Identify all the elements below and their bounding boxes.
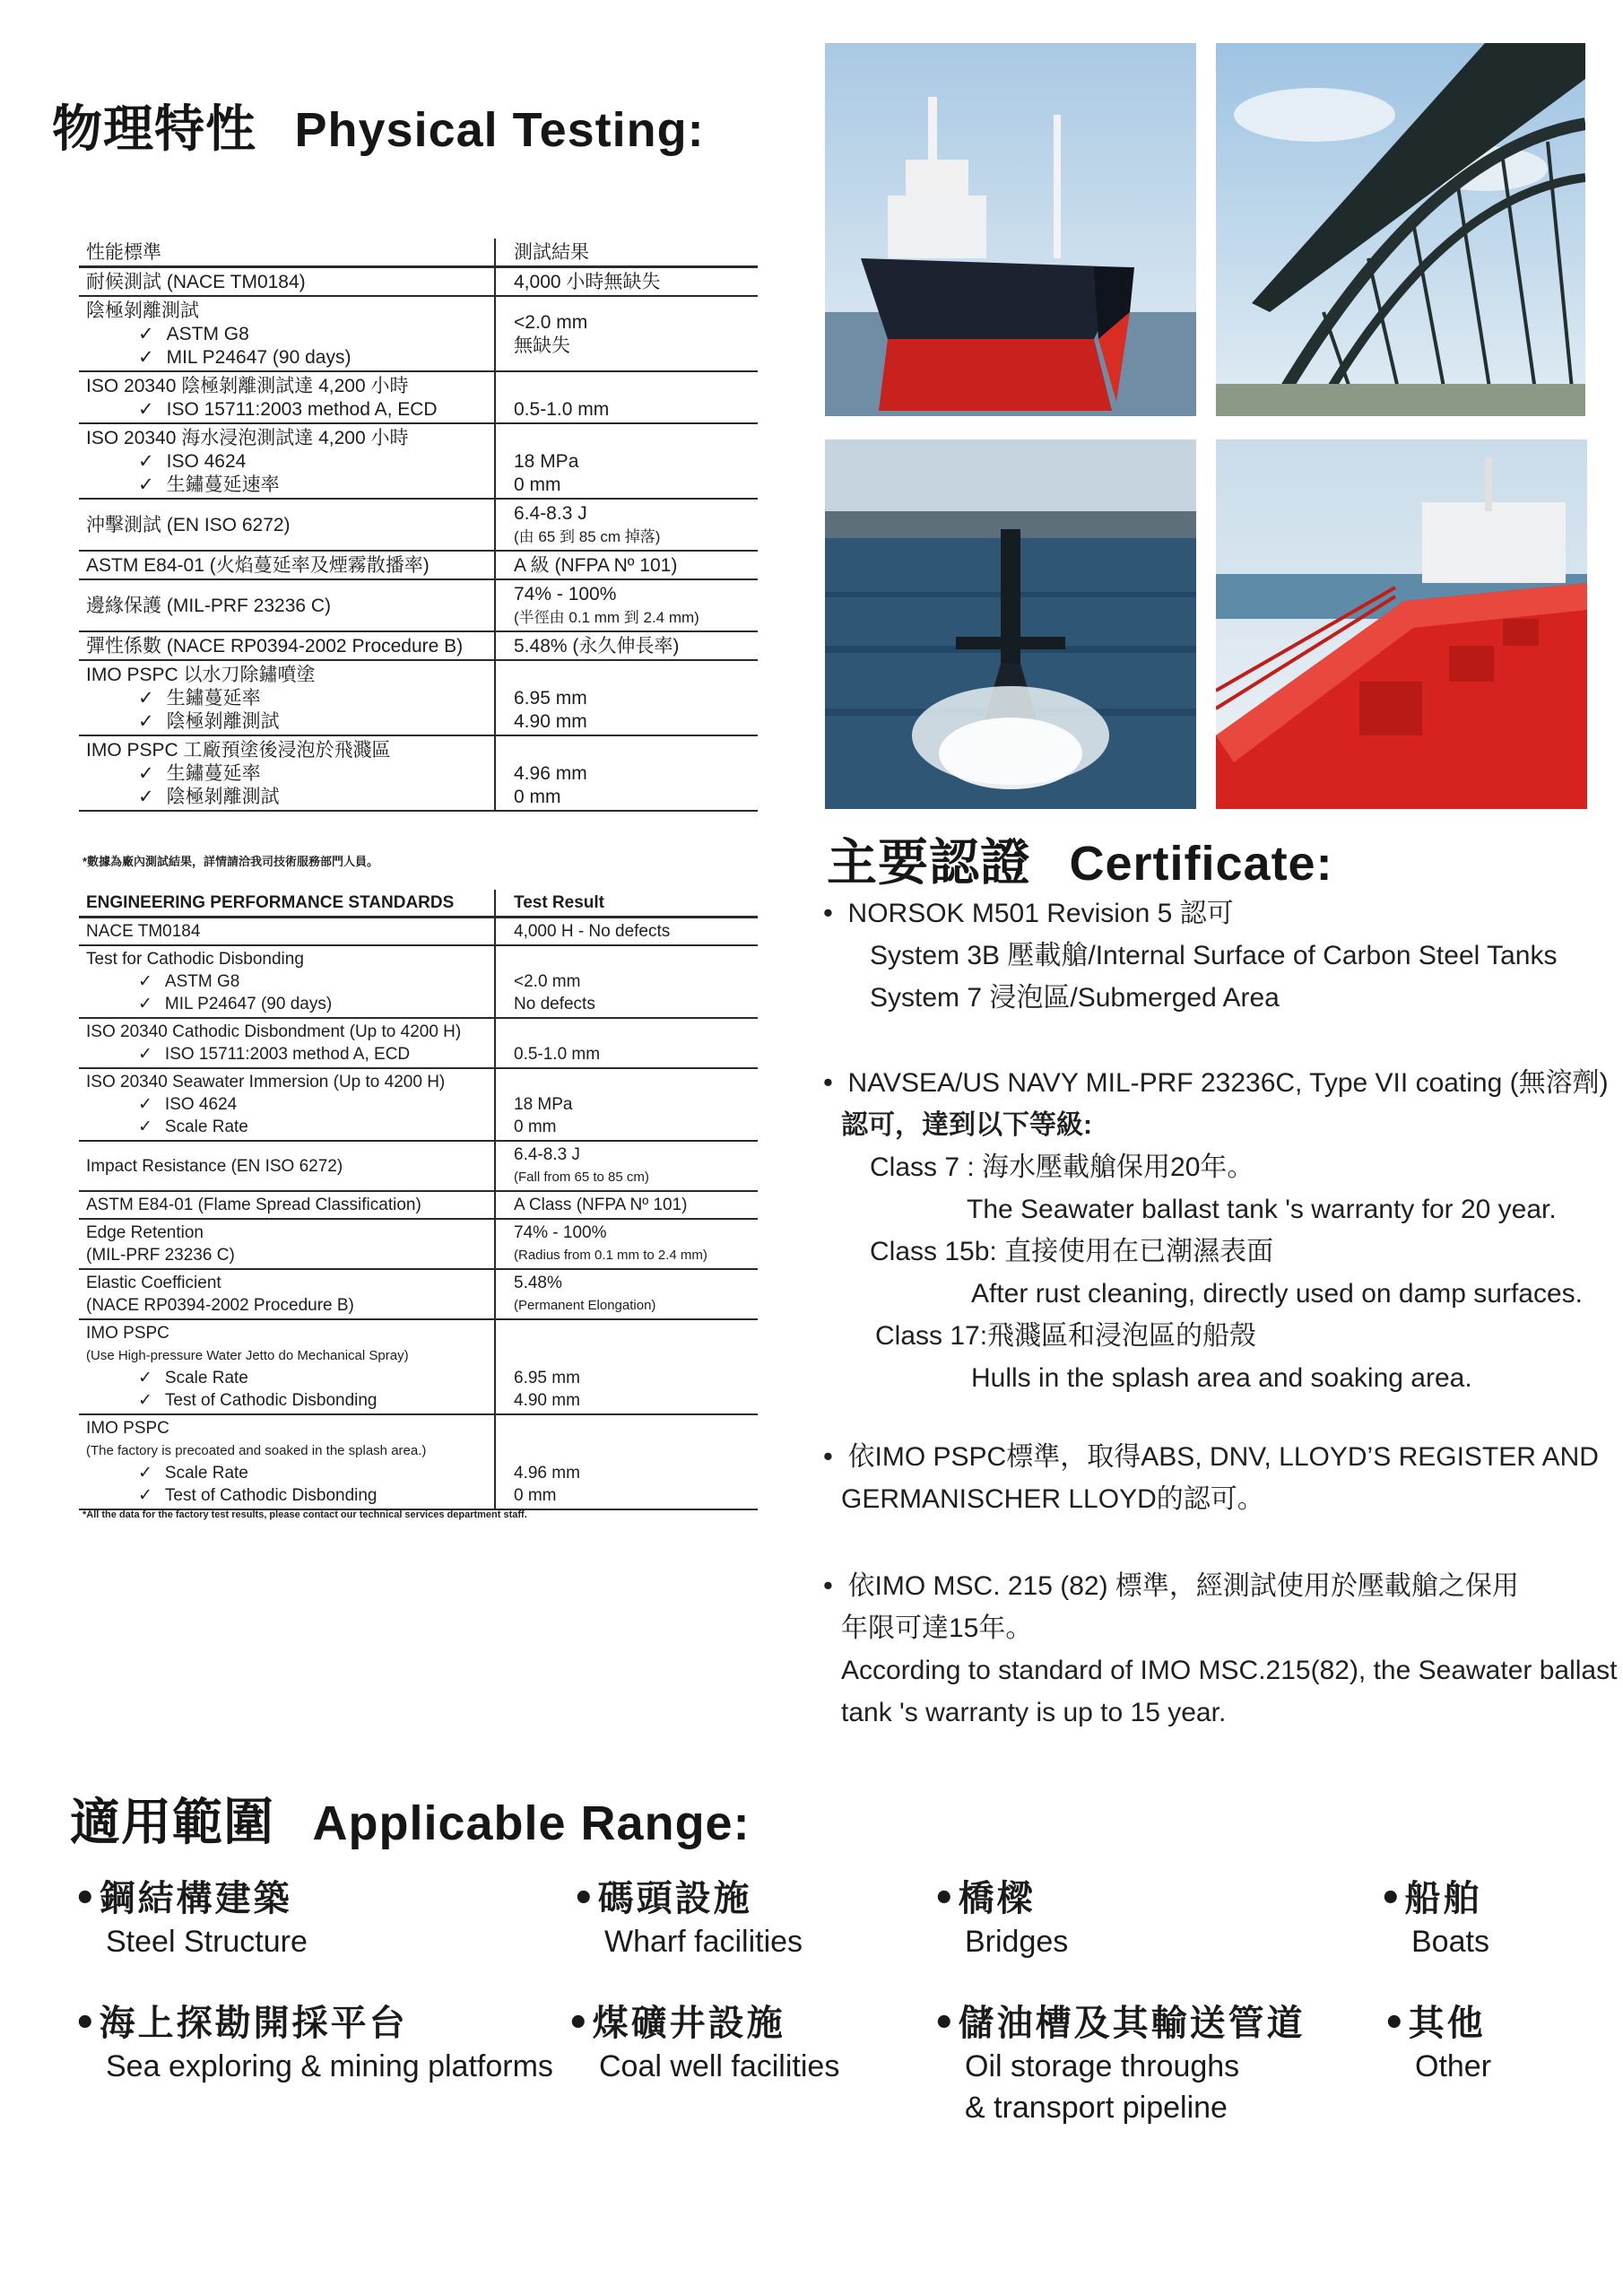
table-head bbox=[79, 890, 758, 918]
item-en: Other bbox=[1415, 2049, 1492, 2083]
row-value: 0.5-1.0 mm bbox=[514, 398, 610, 420]
applicable-item bbox=[1379, 1870, 1489, 1962]
table-row bbox=[79, 1069, 758, 1142]
row-value: No defects bbox=[514, 995, 595, 1013]
title-colon: : bbox=[1315, 837, 1333, 891]
row-value: 4.90 mm bbox=[514, 1391, 580, 1410]
row-value: 6.95 mm bbox=[514, 687, 587, 709]
row-sub-label: ✓ ASTM G8 bbox=[86, 970, 490, 993]
item-en: Sea exploring & mining platforms bbox=[106, 2049, 553, 2083]
row-sub-label: ✓ 生鏽蔓延率 bbox=[86, 761, 490, 785]
cert-line: After rust cleaning, directly used on damp surfaces. bbox=[971, 1279, 1584, 1309]
row-label: (MIL-PRF 23236 C) bbox=[86, 1246, 235, 1265]
table-zh-footnote: *數據為廠內測試結果，詳情請洽我司技術服務部門人員。 bbox=[82, 855, 379, 868]
row-label: ISO 20340 Cathodic Disbondment (Up to 4200 H) bbox=[86, 1022, 462, 1041]
row-value: 4.96 mm bbox=[514, 762, 587, 784]
row-label: ISO 20340 Seawater Immersion (Up to 4200 H) bbox=[86, 1073, 446, 1091]
bullet: • bbox=[933, 1878, 959, 1919]
row-value: 5.48% (永久伸長率) bbox=[514, 635, 680, 657]
cert-line: tank 's warranty is up to 15 year. bbox=[841, 1698, 1227, 1727]
applicable-item bbox=[1383, 1995, 1491, 2087]
row-value-note: (由 65 到 85 cm 掉落) bbox=[514, 527, 661, 545]
bullet: • bbox=[823, 1570, 833, 1601]
row-sub-label: ✓ ASTM G8 bbox=[86, 322, 490, 345]
cert-line: GERMANISCHER LLOYD的認可。 bbox=[841, 1484, 1264, 1514]
item-en: Coal well facilities bbox=[599, 2049, 840, 2083]
cert-line: Class 7 : 海水壓載艙保用20年。 bbox=[870, 1152, 1254, 1182]
table-row bbox=[79, 552, 758, 580]
row-label: IMO PSPC 工廠預塗後浸泡於飛濺區 bbox=[86, 739, 391, 761]
applicable-item bbox=[572, 1870, 803, 1962]
table-row bbox=[79, 661, 758, 736]
cert-navsea bbox=[823, 1061, 1609, 1399]
table-row bbox=[79, 1142, 758, 1192]
row-value: 0 mm bbox=[514, 1486, 557, 1505]
cert-imo-pspc bbox=[823, 1435, 1599, 1520]
item-en: Boats bbox=[1411, 1925, 1489, 1959]
title-en: Certificate bbox=[1069, 837, 1316, 891]
title-zh: 物理特性 bbox=[52, 100, 256, 159]
title-colon: : bbox=[687, 103, 705, 157]
bullet: • bbox=[823, 1440, 833, 1472]
table-row bbox=[79, 580, 758, 632]
cert-line: NORSOK M501 Revision 5 認可 bbox=[847, 899, 1234, 928]
row-label-note: (Use High-pressure Water Jetto do Mechanical Spray) bbox=[86, 1348, 409, 1363]
cert-line: Class 15b: 直接使用在已潮濕表面 bbox=[870, 1237, 1274, 1266]
cert-line: System 3B 壓載艙/Internal Surface of Carbon Steel Tanks bbox=[870, 941, 1558, 970]
bullet: • bbox=[74, 1878, 100, 1919]
row-sub-label: ✓ 陰極剝離測試 bbox=[86, 709, 490, 733]
head-standard: 性能標準 bbox=[86, 241, 161, 263]
row-value: 6.95 mm bbox=[514, 1369, 580, 1387]
bullet: • bbox=[1379, 1878, 1405, 1919]
row-value: <2.0 mm bbox=[514, 311, 588, 333]
row-label: NACE TM0184 bbox=[86, 922, 201, 941]
row-label: 邊緣保護 (MIL-PRF 23236 C) bbox=[86, 595, 332, 616]
item-zh: 鋼結構建築 bbox=[99, 1878, 292, 1919]
row-value: A Class (NFPA Nº 101) bbox=[514, 1196, 688, 1214]
table-row bbox=[79, 1019, 758, 1069]
item-zh: 煤礦井設施 bbox=[592, 2003, 785, 2044]
applicable-item bbox=[74, 1995, 553, 2087]
item-zh: 碼頭設施 bbox=[597, 1878, 752, 1919]
physical-table-en bbox=[79, 890, 758, 1510]
row-value: 0 mm bbox=[514, 786, 561, 807]
row-value: 4,000 小時無缺失 bbox=[514, 271, 661, 292]
row-label: IMO PSPC bbox=[86, 1419, 169, 1438]
row-value: 5.48% bbox=[514, 1274, 562, 1292]
row-label: Edge Retention bbox=[86, 1223, 204, 1242]
bullet: • bbox=[823, 897, 833, 928]
item-en: Wharf facilities bbox=[604, 1925, 803, 1959]
row-value: 74% - 100% bbox=[514, 1223, 607, 1242]
bullet: • bbox=[567, 2003, 593, 2044]
row-sub-label: ✓ 生鏽蔓延率 bbox=[86, 686, 490, 709]
title-zh: 主要認證 bbox=[827, 834, 1031, 892]
row-value: 6.4-8.3 J bbox=[514, 502, 587, 524]
row-label: ASTM E84-01 (Flame Spread Classification) bbox=[86, 1196, 421, 1214]
physical-table-zh bbox=[79, 239, 758, 812]
item-zh: 儲油槽及其輸送管道 bbox=[958, 2003, 1306, 2044]
row-value: 0.5-1.0 mm bbox=[514, 1045, 601, 1064]
row-value: 6.4-8.3 J bbox=[514, 1145, 580, 1164]
bullet: • bbox=[823, 1066, 833, 1098]
title-zh: 適用範圍 bbox=[70, 1794, 274, 1852]
item-en: Oil storage throughs bbox=[965, 2049, 1240, 2083]
row-label: ISO 20340 陰極剝離測試達 4,200 小時 bbox=[86, 375, 409, 396]
table-row bbox=[79, 424, 758, 500]
row-sub-label: ✓ Scale Rate bbox=[86, 1462, 490, 1484]
table-row bbox=[79, 918, 758, 946]
cert-line: 依IMO MSC. 215 (82) 標準，經測試使用於壓載艙之保用 bbox=[847, 1571, 1519, 1601]
submarine-photo bbox=[825, 439, 1196, 809]
table-row bbox=[79, 1415, 758, 1510]
row-sub-label: ✓ Test of Cathodic Disbonding bbox=[86, 1484, 490, 1507]
table-row bbox=[79, 297, 758, 372]
row-label: IMO PSPC 以水刀除鏽噴塗 bbox=[86, 664, 316, 685]
row-value: 4.90 mm bbox=[514, 710, 587, 732]
bullet: • bbox=[572, 1878, 598, 1919]
row-value: 4.96 mm bbox=[514, 1464, 580, 1483]
row-value: 無缺失 bbox=[514, 335, 570, 356]
item-en: Bridges bbox=[965, 1925, 1069, 1959]
cert-line: NAVSEA/US NAVY MIL-PRF 23236C, Type VII coating (無溶劑) bbox=[847, 1068, 1609, 1098]
table-row bbox=[79, 632, 758, 661]
cert-line: Class 17:飛濺區和浸泡區的船殼 bbox=[875, 1321, 1257, 1351]
head-result: Test Result bbox=[514, 893, 605, 912]
table-row bbox=[79, 736, 758, 812]
table-row bbox=[79, 1270, 758, 1320]
table-row bbox=[79, 500, 758, 552]
row-value-note: (Radius from 0.1 mm to 2.4 mm) bbox=[514, 1248, 707, 1263]
bullet: • bbox=[933, 2003, 959, 2044]
table-row bbox=[79, 372, 758, 424]
applicable-item bbox=[933, 1995, 1306, 2128]
item-en-line2: & transport pipeline bbox=[965, 2091, 1228, 2125]
cert-line: According to standard of IMO MSC.215(82), the Seawater ballast bbox=[841, 1656, 1618, 1685]
row-label: (NACE RP0394-2002 Procedure B) bbox=[86, 1296, 354, 1315]
applicable-item bbox=[933, 1870, 1068, 1962]
row-sub-label: ✓ ISO 15711:2003 method A, ECD bbox=[86, 1043, 490, 1065]
applicable-item bbox=[567, 1995, 839, 2087]
item-zh: 其他 bbox=[1408, 2003, 1486, 2044]
cert-line: The Seawater ballast tank 's warranty for 20 year. bbox=[967, 1195, 1557, 1224]
row-value: 0 mm bbox=[514, 474, 561, 495]
cert-line: Hulls in the splash area and soaking area. bbox=[971, 1363, 1472, 1393]
bullet: • bbox=[74, 2003, 100, 2044]
row-value: <2.0 mm bbox=[514, 972, 581, 991]
cert-line: 認可，達到以下等級: bbox=[841, 1110, 1092, 1140]
table-row bbox=[79, 1192, 758, 1220]
row-label: 沖擊測試 (EN ISO 6272) bbox=[86, 514, 291, 535]
row-value: 0 mm bbox=[514, 1118, 557, 1136]
row-sub-label: ✓ ISO 4624 bbox=[86, 449, 490, 473]
tanker-photo bbox=[825, 43, 1196, 416]
row-label: 陰極剝離測試 bbox=[86, 300, 199, 321]
table-row bbox=[79, 946, 758, 1019]
item-zh: 船舶 bbox=[1404, 1878, 1482, 1919]
head-result: 測試結果 bbox=[514, 241, 589, 263]
row-sub-label: ✓ Test of Cathodic Disbonding bbox=[86, 1389, 490, 1412]
table-head bbox=[79, 239, 758, 268]
row-sub-label: ✓ 生鏽蔓延速率 bbox=[86, 473, 490, 496]
row-value: 18 MPa bbox=[514, 450, 579, 472]
cert-line: 年限可達15年。 bbox=[841, 1613, 1033, 1643]
row-label: ASTM E84-01 (火焰蔓延率及煙霧散播率) bbox=[86, 554, 430, 576]
cert-imo-msc bbox=[823, 1564, 1617, 1734]
cert-norsok bbox=[823, 891, 1557, 1019]
physical-testing-title bbox=[52, 90, 705, 161]
cert-line: 依IMO PSPC標準，取得ABS, DNV, LLOYD’S REGISTER AND bbox=[847, 1442, 1599, 1472]
bullet: • bbox=[1383, 2003, 1409, 2044]
row-value: 74% - 100% bbox=[514, 583, 617, 604]
row-label: Test for Cathodic Disbonding bbox=[86, 950, 304, 969]
row-sub-label: ✓ MIL P24647 (90 days) bbox=[86, 345, 490, 369]
item-zh: 橋樑 bbox=[958, 1878, 1036, 1919]
row-label: 耐候測試 (NACE TM0184) bbox=[86, 271, 306, 292]
red-deck-photo bbox=[1216, 439, 1587, 809]
item-en: Steel Structure bbox=[106, 1925, 308, 1959]
row-sub-label: ✓ MIL P24647 (90 days) bbox=[86, 993, 490, 1015]
row-label: Elastic Coefficient bbox=[86, 1274, 221, 1292]
certificate-title bbox=[827, 823, 1333, 895]
row-label: 彈性係數 (NACE RP0394-2002 Procedure B) bbox=[86, 635, 464, 657]
row-sub-label: ✓ 陰極剝離測試 bbox=[86, 785, 490, 808]
cert-line: System 7 浸泡區/Submerged Area bbox=[870, 983, 1280, 1013]
row-sub-label: ✓ ISO 4624 bbox=[86, 1093, 490, 1116]
table-row bbox=[79, 1320, 758, 1415]
row-value-note: (半徑由 0.1 mm 到 2.4 mm) bbox=[514, 608, 699, 626]
title-colon: : bbox=[733, 1796, 751, 1850]
row-value-note: (Permanent Elongation) bbox=[514, 1298, 656, 1313]
head-standard: ENGINEERING PERFORMANCE STANDARDS bbox=[86, 893, 455, 912]
row-value: 4,000 H - No defects bbox=[514, 922, 671, 941]
applicable-range-title bbox=[70, 1783, 751, 1855]
item-zh: 海上探勘開採平台 bbox=[99, 2003, 408, 2044]
table-row bbox=[79, 1220, 758, 1270]
row-value: A 級 (NFPA Nº 101) bbox=[514, 554, 678, 576]
row-label: ISO 20340 海水浸泡測試達 4,200 小時 bbox=[86, 427, 409, 448]
table-en-footnote: *All the data for the factory test results, please contact our technical services department staff. bbox=[82, 1509, 527, 1520]
bridge-photo bbox=[1216, 43, 1585, 416]
row-label-note: (The factory is precoated and soaked in the splash area.) bbox=[86, 1443, 427, 1458]
row-label: Impact Resistance (EN ISO 6272) bbox=[86, 1156, 343, 1176]
table-row bbox=[79, 268, 758, 297]
applicable-item bbox=[74, 1870, 308, 1962]
title-en: Applicable Range bbox=[312, 1796, 733, 1850]
row-sub-label: ✓ ISO 15711:2003 method A, ECD bbox=[86, 397, 490, 421]
row-sub-label: ✓ Scale Rate bbox=[86, 1367, 490, 1389]
row-label: IMO PSPC bbox=[86, 1324, 169, 1343]
row-value: 18 MPa bbox=[514, 1095, 573, 1114]
title-en: Physical Testing bbox=[294, 103, 688, 157]
row-value-note: (Fall from 65 to 85 cm) bbox=[514, 1170, 649, 1185]
row-sub-label: ✓ Scale Rate bbox=[86, 1116, 490, 1138]
